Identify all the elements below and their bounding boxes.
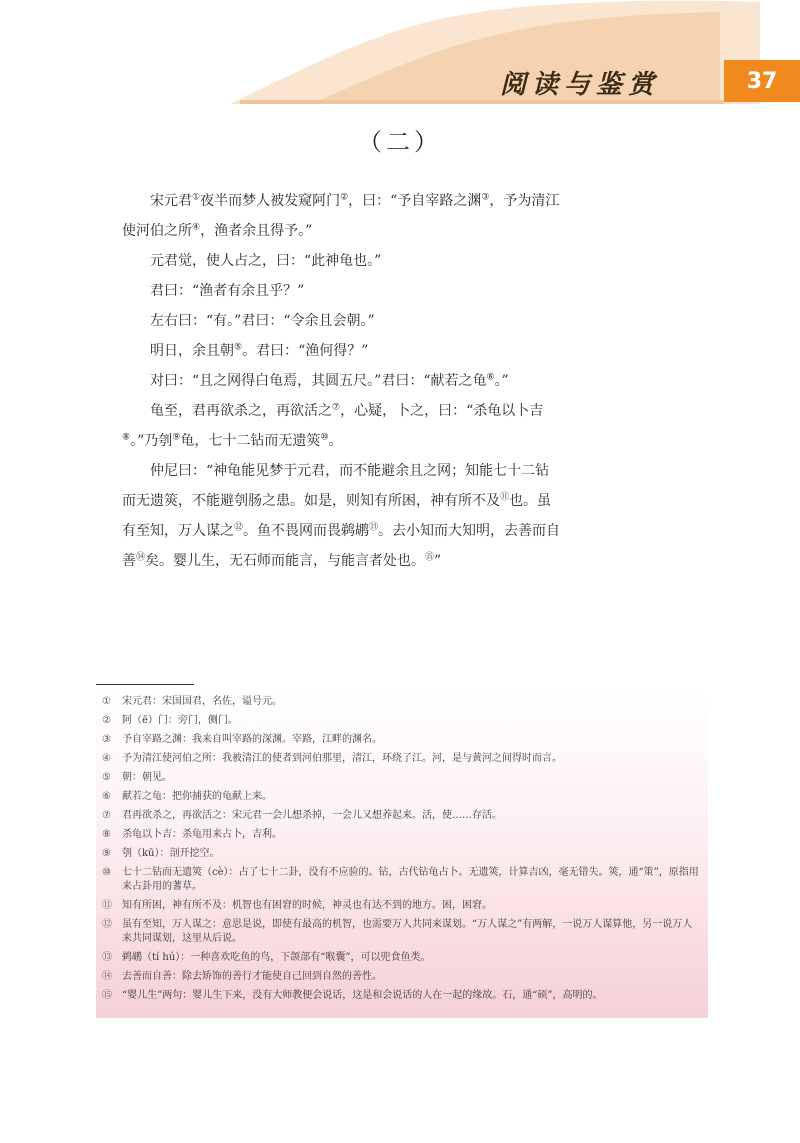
footnote-item xyxy=(96,946,708,965)
passage-text: 。鱼不畏网而畏鹈鹕 xyxy=(243,523,370,539)
footnote-text: 朝：朝见。 xyxy=(122,772,172,783)
footnote-marker: ⑭ xyxy=(136,552,146,563)
passage-text: ” xyxy=(434,553,442,569)
footnote-marker: ⑨ xyxy=(172,432,181,443)
passage-text: 矣。婴儿生，无石师而能言，与能言者处也。 xyxy=(145,553,426,569)
footnote-number: ⑨ xyxy=(102,848,111,859)
footnote-number: ① xyxy=(102,696,111,707)
footnote-text: 阿（ē）门：旁门，侧门。 xyxy=(122,715,238,726)
footnote-number: ⑧ xyxy=(102,829,111,840)
section-title: 阅读与鉴赏 xyxy=(500,70,661,100)
footnote-text: 刳（kū）：剖开挖空。 xyxy=(122,848,220,859)
footnote-marker: ② xyxy=(340,192,349,203)
footnote-number: ⑬ xyxy=(102,952,112,963)
footnote-marker: ⑦ xyxy=(332,402,341,413)
passage-text: 明日，余且朝 xyxy=(150,343,234,359)
footnote-item xyxy=(96,842,708,861)
passage-paragraph xyxy=(122,186,562,246)
footnote-marker: ⑫ xyxy=(234,522,244,533)
passage-text: 龟，七十二钻而无遗筴 xyxy=(180,433,321,449)
footnote-number: ⑭ xyxy=(102,971,112,982)
passage-text: 也。虽有至知，万人谋之 xyxy=(122,493,552,539)
footnote-marker: ⑪ xyxy=(500,492,510,503)
footnote-number: ⑩ xyxy=(102,867,111,878)
footnote-text: 宋元君：宋国国君，名佐，谥号元。 xyxy=(122,696,282,707)
footnote-item xyxy=(96,728,708,747)
footnote-text: 去善而自善：除去矫饰的善行才能使自己回到自然的善性。 xyxy=(122,971,382,982)
passage-text: ，予为清江使河伯之所 xyxy=(122,193,560,239)
footnote-text: 献若之龟：把你捕获的龟献上来。 xyxy=(122,791,272,802)
footnote-item xyxy=(96,984,708,1003)
footnote-text: 予为清江使河伯之所：我被清江的使者到河伯那里，清江，环绕了江。河，是与黄河之间得时而言。 xyxy=(122,753,562,764)
footnote-number: ⑥ xyxy=(102,791,111,802)
footnote-marker: ⑧ xyxy=(122,432,131,443)
passage-text: 。去小知而大知明，去善而自善 xyxy=(122,523,561,569)
passage-text: 夜半而梦人被发窥阿门 xyxy=(200,193,341,209)
passage-text: 对曰：“且之网得白龟焉，其圆五尺。”君曰：“献若之龟 xyxy=(150,373,487,389)
passage-paragraph xyxy=(122,276,562,306)
footnote-marker: ③ xyxy=(481,192,490,203)
footnote-item xyxy=(96,785,708,804)
passage-text: 。”乃刳 xyxy=(130,433,173,449)
passage-paragraph xyxy=(122,336,562,366)
passage-text: 龟至，君再欲杀之，再欲活之 xyxy=(150,403,332,419)
passage-text: ，曰：“予自宰路之渊 xyxy=(348,193,482,209)
footnote-number: ⑪ xyxy=(102,900,112,911)
header-decoration xyxy=(0,0,800,112)
footnote-text: 君再欲杀之，再欲活之：宋元君一会儿想杀掉，一会儿又想养起来。活，使……存活。 xyxy=(122,810,502,821)
footnote-marker: ④ xyxy=(192,222,201,233)
footnote-item xyxy=(96,823,708,842)
footnote-marker: ⑩ xyxy=(320,432,329,443)
footnote-number: ② xyxy=(102,715,111,726)
footnote-marker: ⑥ xyxy=(486,372,495,383)
footnotes-panel xyxy=(96,690,708,1018)
footnote-text: 杀龟以卜吉：杀龟用来占卜，吉利。 xyxy=(122,829,282,840)
footnote-number: ③ xyxy=(102,734,111,745)
footnote-text: 予自宰路之渊：我来自叫宰路的深渊。宰路，江畔的渊名。 xyxy=(122,734,382,745)
footnote-number: ⑮ xyxy=(102,990,112,1001)
footnote-text: 七十二钻而无遗筴（cè）：占了七十二卦，没有不应验的。钻，古代钻龟占卜。无遗筴，计算吉凶，毫无错失。筴，通“策”，原指用来占卦用的蓍草。 xyxy=(122,867,699,892)
passage-text: 。” xyxy=(494,373,509,389)
footnote-text: “婴儿生”两句：婴儿生下来，没有大师教便会说话，这是和会说话的人在一起的缘故。石，通“硕”，高明的。 xyxy=(122,990,603,1001)
passage-subtitle: （二） xyxy=(358,128,442,156)
footnote-item xyxy=(96,709,708,728)
footnote-text: 虽有至知，万人谋之：意思是说，即使有最高的机智，也需要万人共同来谋划。“万人谋之”有两解，一说万人谋算他，另一说万人来共同谋划，这里从后说。 xyxy=(122,919,693,944)
footnote-item xyxy=(96,804,708,823)
passage-text: 。君曰：“渔何得？” xyxy=(242,343,369,359)
footnote-item xyxy=(96,861,708,894)
passage-paragraph xyxy=(122,306,562,336)
footnote-marker: ⑬ xyxy=(369,522,379,533)
page-number: 37 xyxy=(724,60,800,102)
footnote-item xyxy=(96,913,708,946)
footnote-item xyxy=(96,690,708,709)
passage-text: 宋元君 xyxy=(150,193,192,209)
footnote-number: ④ xyxy=(102,753,111,764)
passage-text: 左右曰：“有。”君曰：“令余且会朝。” xyxy=(150,313,375,329)
footnote-marker: ① xyxy=(192,192,201,203)
footnote-item xyxy=(96,965,708,984)
footnote-text: 知有所困，神有所不及：机智也有困窘的时候，神灵也有达不到的地方。困，困窘。 xyxy=(122,900,492,911)
footnote-item xyxy=(96,766,708,785)
passage-text: ，渔者余且得予。” xyxy=(200,223,313,239)
footnote-item xyxy=(96,747,708,766)
passage-body xyxy=(122,186,562,576)
passage-text: ，心疑，卜之，曰：“杀龟以卜吉 xyxy=(340,403,544,419)
footnote-number: ⑦ xyxy=(102,810,111,821)
footnote-number: ⑤ xyxy=(102,772,111,783)
footnote-item xyxy=(96,894,708,913)
passage-text: 。 xyxy=(328,433,343,449)
passage-paragraph xyxy=(122,366,562,396)
passage-paragraph xyxy=(122,246,562,276)
footnote-marker: ⑮ xyxy=(425,552,435,563)
passage-paragraph xyxy=(122,456,562,576)
footnote-marker: ⑤ xyxy=(234,342,243,353)
passage-text: 元君觉，使人占之，曰：“此神龟也。” xyxy=(150,253,382,269)
passage-text: 君曰：“渔者有余且乎？” xyxy=(150,283,305,299)
footnote-text: 鹈鹕（tí hú）：一种喜欢吃鱼的鸟，下颌部有“喉囊”，可以兜食鱼类。 xyxy=(122,952,431,963)
passage-text: 仲尼曰：“神龟能见梦于元君，而不能避余且之网；知能七十二钻而无遗筴，不能避刳肠之患。如是，则知有所困，神有所不及 xyxy=(122,463,550,509)
footnote-number: ⑫ xyxy=(102,919,112,930)
passage-paragraph xyxy=(122,396,562,456)
footnote-divider xyxy=(96,684,194,685)
